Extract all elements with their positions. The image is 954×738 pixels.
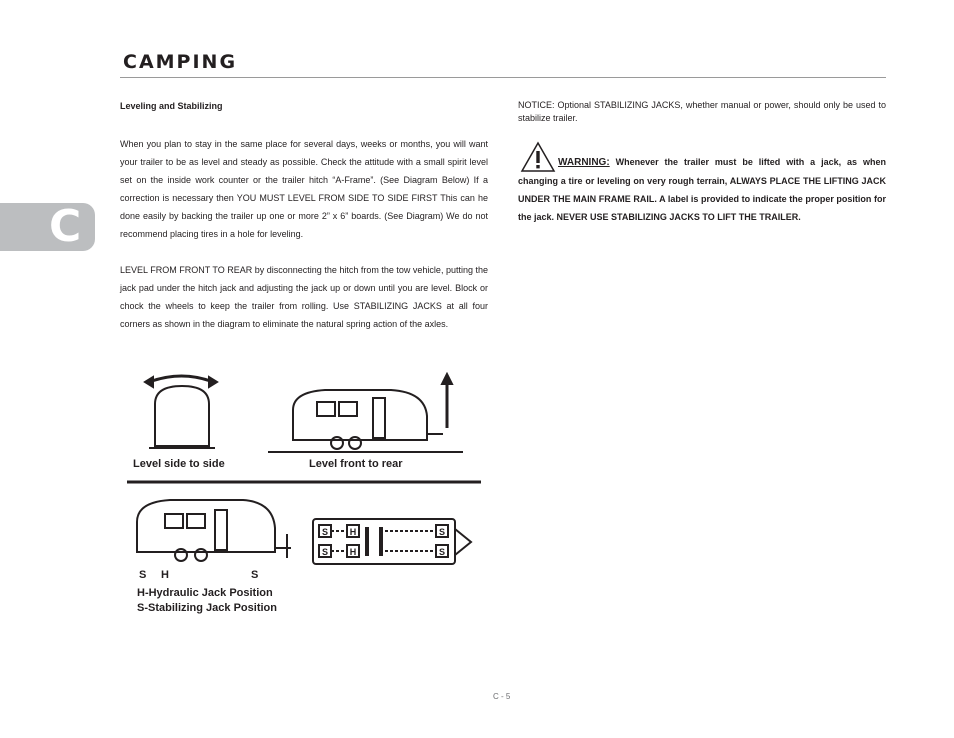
plan-letter-s-4: S xyxy=(438,547,446,557)
leveling-diagram xyxy=(125,372,485,622)
plan-letter-s-2: S xyxy=(438,527,446,537)
subheading-leveling: Leveling and Stabilizing xyxy=(120,101,223,111)
header-rule xyxy=(120,77,886,78)
paragraph-level-side: When you plan to stay in the same place for several days, weeks or months, you will want your trailer to be as level and steady as possible. Check the attitude with a small spirit level set on the inside work counter or the trailer hitch “A-Frame”. (See Diagram Below) If a correction is necessary then YOU MUST LEVEL FROM SIDE TO SIDE FIRST This can he done easily by backing the trailer up one or more 2” x 6” boards. (See Diagram) We do not recommend placing tires in a hole for leveling. xyxy=(120,139,488,239)
trailer-plan-view xyxy=(313,519,471,564)
section-tab-letter: C xyxy=(49,201,82,252)
right-column xyxy=(518,99,886,226)
jack-letter-h: H xyxy=(161,569,169,581)
label-level-front: Level front to rear xyxy=(309,458,403,470)
warning-block xyxy=(518,141,886,226)
plan-letter-s-1: S xyxy=(321,527,329,537)
legend-stabilizing: S-Stabilizing Jack Position xyxy=(137,602,277,614)
warning-label: WARNING: xyxy=(558,157,610,168)
warning-text: Whenever the trailer must be lifted with a jack, as when changing a tire or leveling on very rough terrain, ALWAYS PLACE THE LIFTING JACK UNDER THE MAIN FRAME RAIL. A label is provided to indicate the proper position for the jack. NEVER USE STABILIZING JACKS TO LIFT THE TRAILER. xyxy=(518,157,886,222)
jack-letter-s-rear: S xyxy=(139,569,147,581)
trailer-side-view xyxy=(268,374,463,452)
warning-paragraph xyxy=(518,141,886,226)
trailer-jack-view xyxy=(137,500,291,561)
left-column xyxy=(120,99,488,351)
warning-triangle-icon xyxy=(520,141,556,173)
trailer-rear-view xyxy=(145,376,217,448)
section-title: CAMPING xyxy=(123,51,238,73)
plan-letter-h-1: H xyxy=(349,527,357,537)
page-number: C - 5 xyxy=(493,692,511,701)
plan-letter-s-3: S xyxy=(321,547,329,557)
jack-letter-s-front: S xyxy=(251,569,259,581)
notice-paragraph: NOTICE: Optional STABILIZING JACKS, whether manual or power, should only be used to stabilize trailer. xyxy=(518,100,886,123)
label-level-side: Level side to side xyxy=(133,458,225,470)
section-tab xyxy=(0,203,95,251)
plan-letter-h-2: H xyxy=(349,547,357,557)
paragraph-level-front: LEVEL FROM FRONT TO REAR by disconnecting the hitch from the tow vehicle, putting the jack pad under the hitch jack and adjusting the jack up or down until you are level. Block or chock the wheels to keep the trailer from rolling. Use STABILIZING JACKS at all four corners as shown in the diagram to eliminate the natural spring action of the axles. xyxy=(120,265,488,329)
legend-hydraulic: H-Hydraulic Jack Position xyxy=(137,587,273,599)
